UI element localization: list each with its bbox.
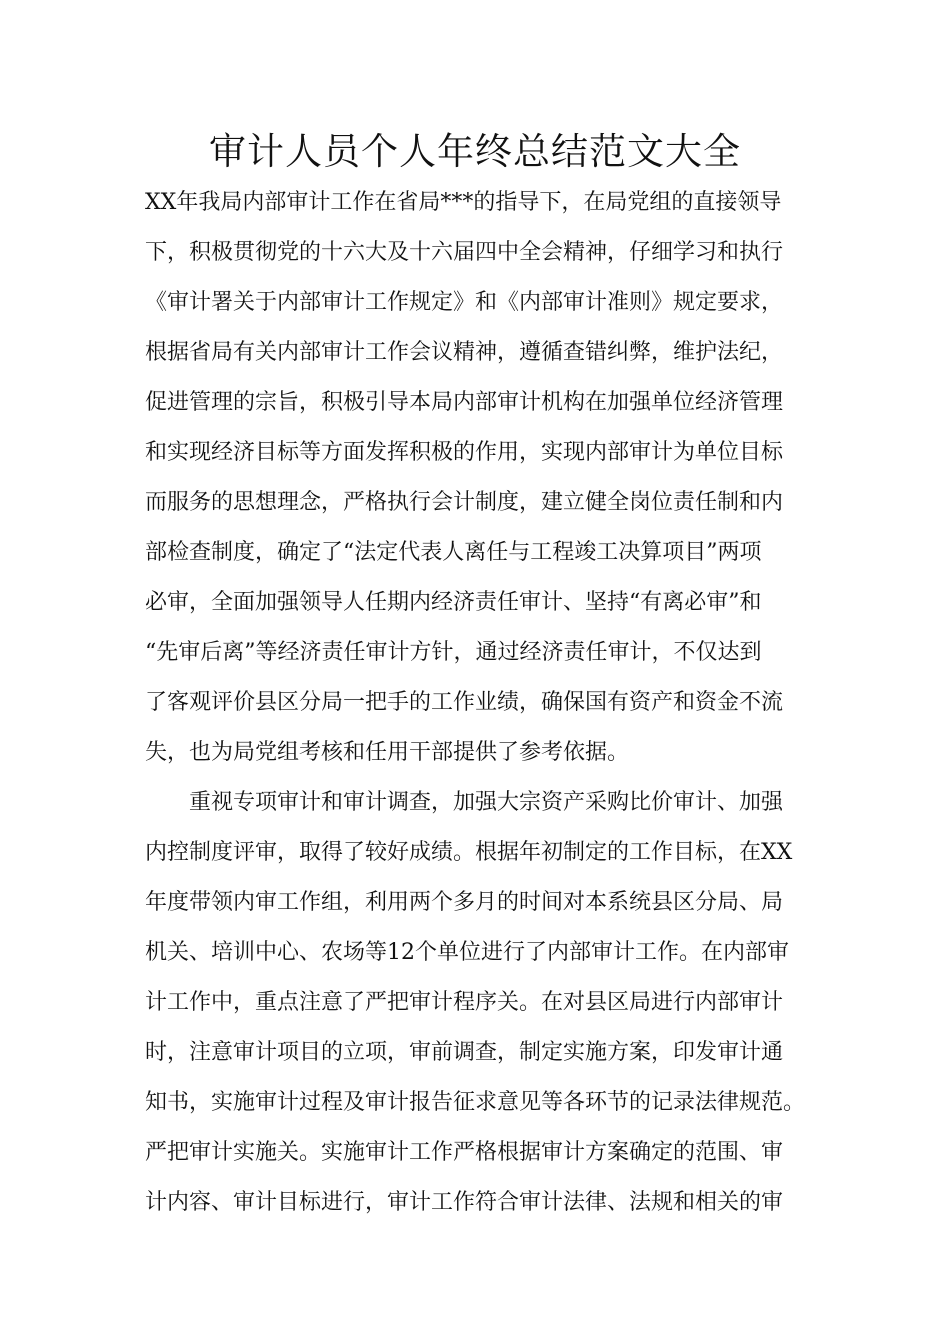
body-line-12: 失，也为局党组考核和任用干部提供了参考依据。	[145, 740, 630, 765]
body-line-18: 时，注意审计项目的立项，审前调查，制定实施方案，印发审计通	[145, 1040, 784, 1065]
body-line-1: XX年我局内部审计工作在省局***的指导下，在局党组的直接领导	[145, 190, 782, 215]
document-title: 审计人员个人年终总结范文大全	[209, 130, 741, 173]
body-line-9: 必审，全面加强领导人任期内经济责任审计、坚持“有离必审”和	[145, 590, 762, 615]
body-line-15: 年度带领内审工作组，利用两个多月的时间对本系统县区分局、局	[145, 890, 784, 915]
body-line-11: 了客观评价县区分局一把手的工作业绩，确保国有资产和资金不流	[145, 690, 784, 715]
body-line-6: 和实现经济目标等方面发挥积极的作用，实现内部审计为单位目标	[145, 440, 784, 465]
body-line-19: 知书，实施审计过程及审计报告征求意见等各环节的记录法律规范。	[145, 1090, 806, 1115]
body-line-7: 而服务的思想理念，严格执行会计制度，建立健全岗位责任制和内	[145, 490, 784, 515]
body-line-14: 内控制度评审，取得了较好成绩。根据年初制定的工作目标，在XX	[145, 840, 793, 865]
body-line-5: 促进管理的宗旨，积极引导本局内部审计机构在加强单位经济管理	[145, 390, 784, 415]
body-line-16: 机关、培训中心、农场等12个单位进行了内部审计工作。在内部审	[145, 940, 789, 965]
body-line-10: “先审后离”等经济责任审计方针，通过经济责任审计，不仅达到	[145, 640, 762, 665]
document-body	[145, 178, 825, 1228]
body-line-4: 根据省局有关内部审计工作会议精神，遵循查错纠弊，维护法纪，	[145, 340, 784, 365]
body-line-3: 《审计署关于内部审计工作规定》和《内部审计准则》规定要求，	[145, 290, 784, 315]
body-line-2: 下，积极贯彻党的十六大及十六届四中全会精神，仔细学习和执行	[145, 240, 784, 265]
body-line-17: 计工作中，重点注意了严把审计程序关。在对县区局进行内部审计	[145, 990, 784, 1015]
body-line-20: 严把审计实施关。实施审计工作严格根据审计方案确定的范围、审	[145, 1140, 784, 1165]
body-line-13: 重视专项审计和审计调查，加强大宗资产采购比价审计、加强	[189, 790, 784, 815]
body-line-8: 部检查制度，确定了“法定代表人离任与工程竣工决算项目”两项	[145, 540, 762, 565]
body-line-21: 计内容、审计目标进行，审计工作符合审计法律、法规和相关的审	[145, 1190, 784, 1215]
